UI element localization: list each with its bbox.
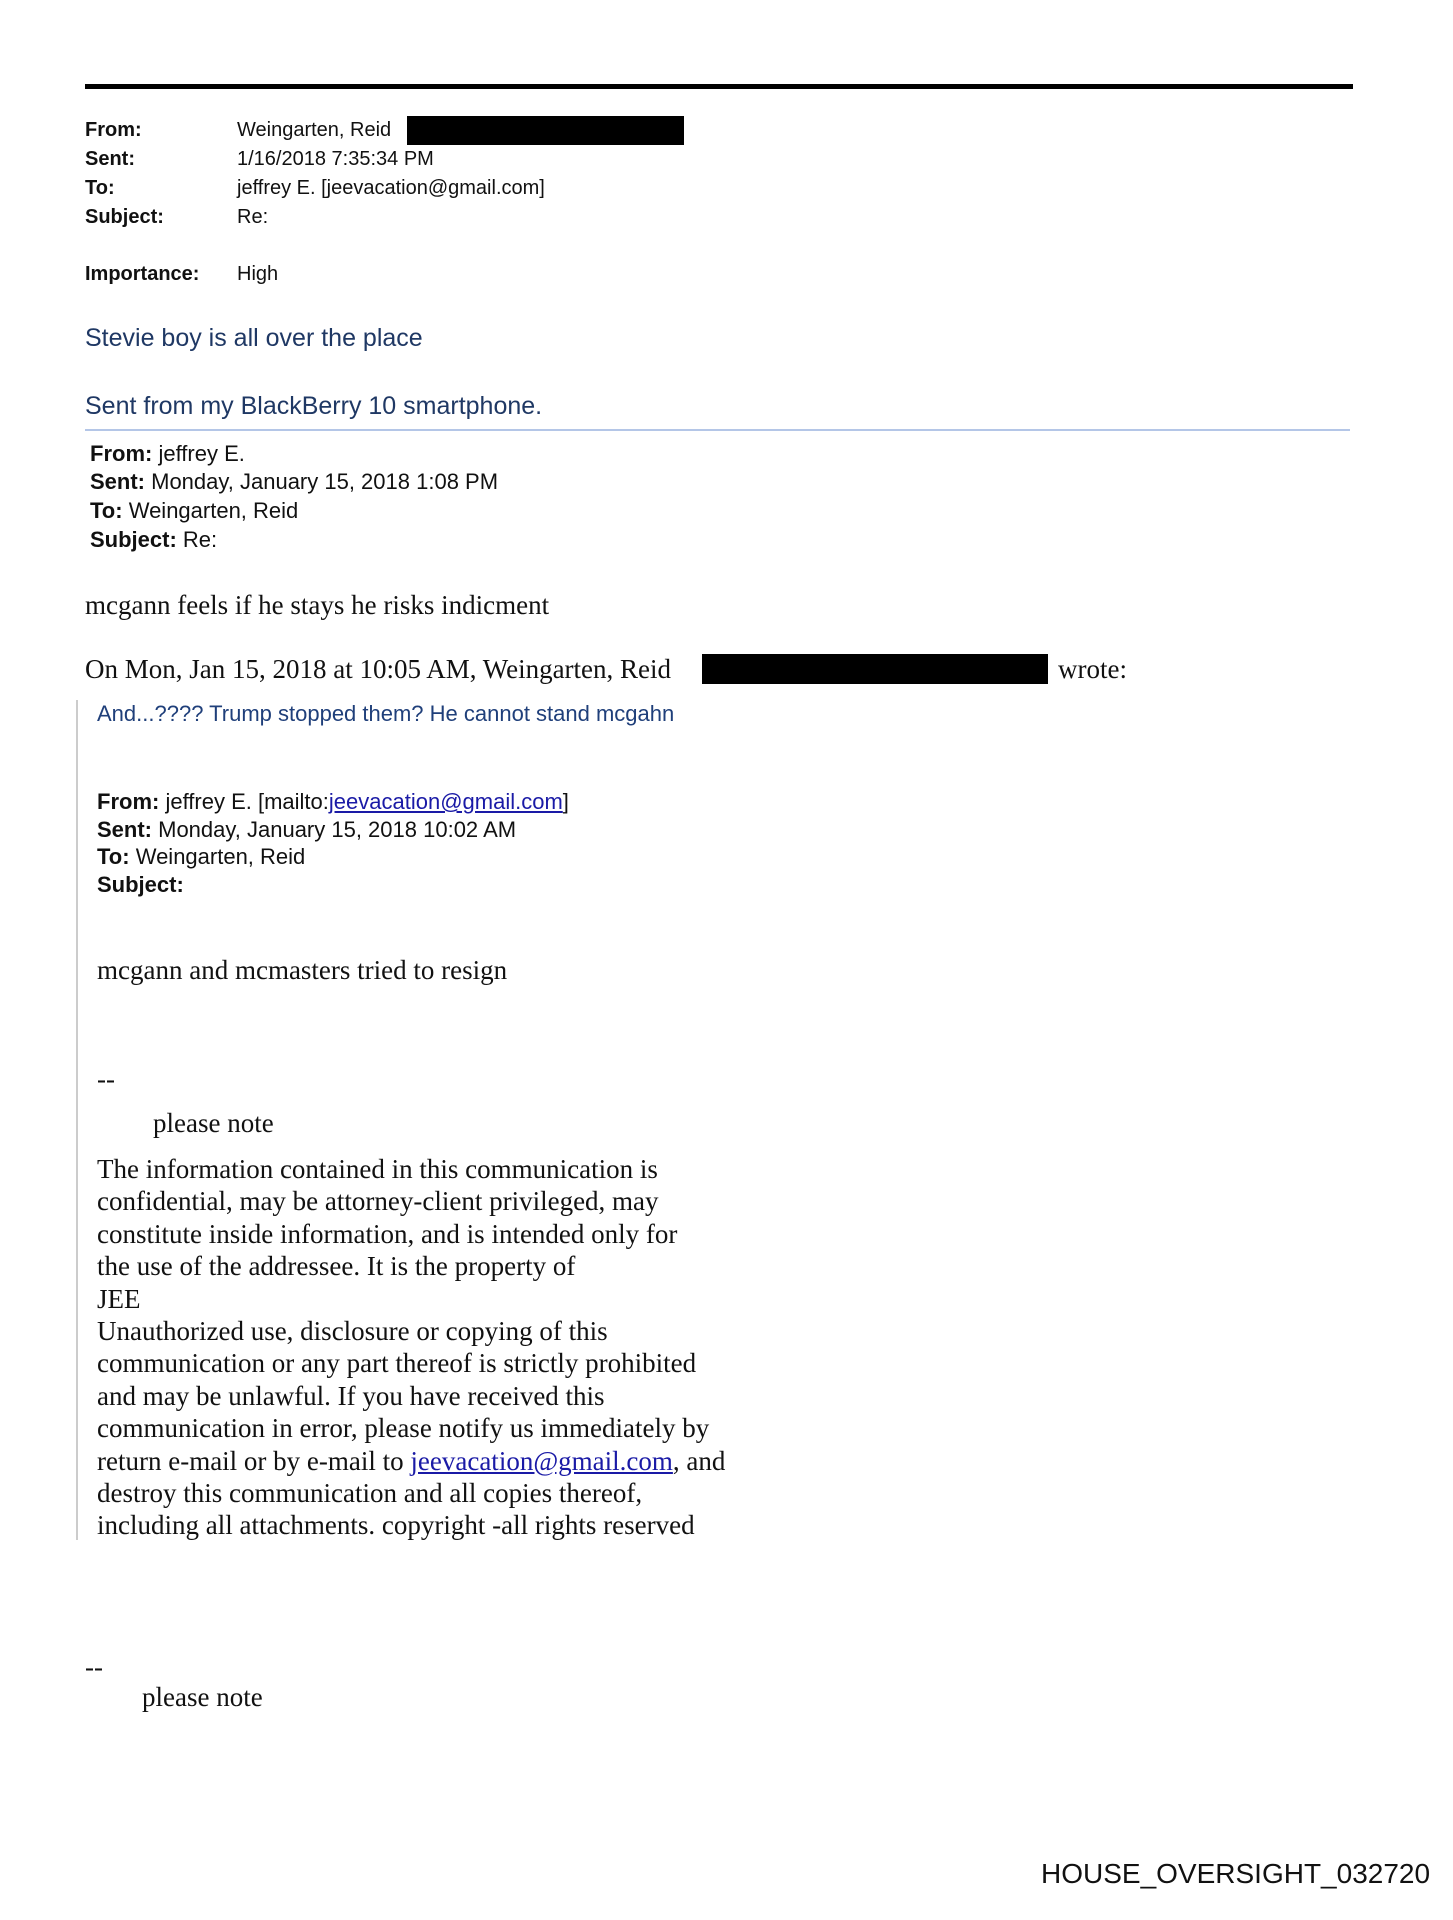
quoted-from	[97, 789, 569, 815]
disclaimer-line	[97, 1445, 725, 1477]
quoted-from-bracket: ]	[562, 789, 569, 814]
disclaimer-line: the use of the addressee. It is the property of	[97, 1251, 576, 1282]
reply1-to-label: To:	[90, 498, 123, 523]
from-value: Weingarten, Reid	[237, 119, 392, 141]
disclaimer-line: communication or any part thereof is strictly prohibited	[97, 1348, 697, 1379]
disclaimer-line: JEE	[97, 1283, 141, 1314]
separator-line	[85, 429, 1350, 431]
quoted-to-label: To:	[97, 844, 130, 869]
reply1-sent-value: Monday, January 15, 2018 1:08 PM	[151, 469, 499, 494]
quoted-subject-label: Subject:	[97, 872, 184, 897]
quoted-sent-value: Monday, January 15, 2018 10:02 AM	[158, 817, 517, 842]
quote-border	[76, 700, 78, 1540]
reply1-from	[90, 441, 245, 467]
reply1-sent-label: Sent:	[90, 469, 145, 494]
reply1-from-label: From:	[90, 441, 153, 466]
disclaimer-line: The information contained in this communication is	[97, 1154, 658, 1184]
sent-value: 1/16/2018 7:35:34 PM	[237, 148, 434, 170]
reply1-message: mcgann feels if he stays he risks indicment	[85, 590, 550, 620]
importance-label: Importance:	[85, 263, 200, 285]
outer-message: Stevie boy is all over the place	[85, 324, 423, 352]
disclaimer-email-link[interactable]: jeevacation@gmail.com	[410, 1445, 673, 1476]
disclaimer-line: and may be unlawful. If you have received this	[97, 1380, 605, 1411]
importance-value: High	[237, 263, 279, 285]
footer-please-note: please note	[142, 1682, 263, 1712]
bates-number: HOUSE_OVERSIGHT_032720	[1041, 1858, 1431, 1889]
quoted-message: And...???? Trump stopped them? He cannot stand mcgahn	[97, 701, 675, 726]
subject-value: Re:	[237, 206, 269, 228]
redaction-box	[407, 116, 684, 145]
disclaimer-line: confidential, may be attorney-client privileged, may	[97, 1186, 659, 1217]
disclaimer-line: Unauthorized use, disclosure or copying of this	[97, 1316, 608, 1347]
reply1-to-value: Weingarten, Reid	[128, 498, 299, 523]
reply1-from-value: jeffrey E.	[158, 441, 245, 466]
quoted-sig-dash: --	[97, 1064, 115, 1094]
quoted-from-value: jeffrey E. [mailto:	[165, 789, 329, 814]
reply1-subject	[90, 527, 217, 553]
quoted-subject	[97, 872, 184, 898]
quoted-body: mcgann and mcmasters tried to resign	[97, 955, 508, 985]
sent-label: Sent:	[85, 148, 135, 170]
reply1-attribution: On Mon, Jan 15, 2018 at 10:05 AM, Weingarten, Reid	[85, 654, 672, 684]
reply1-sent	[90, 469, 498, 495]
disclaimer-email-suffix: , and	[672, 1445, 726, 1476]
redaction-box	[702, 654, 1048, 684]
quoted-sent-label: Sent:	[97, 817, 152, 842]
quoted-please-note: please note	[153, 1108, 274, 1138]
disclaimer-line: destroy this communication and all copies thereof,	[97, 1478, 643, 1509]
reply1-subject-label: Subject:	[90, 527, 177, 552]
subject-label: Subject:	[85, 206, 164, 228]
disclaimer-email-prefix: return e-mail or by e-mail to	[97, 1445, 411, 1476]
quoted-to-value: Weingarten, Reid	[135, 844, 306, 869]
outer-signature: Sent from my BlackBerry 10 smartphone.	[85, 392, 543, 420]
reply1-attribution-suffix: wrote:	[1058, 654, 1127, 684]
quoted-sent	[97, 817, 516, 843]
reply1-to	[90, 498, 298, 524]
disclaimer-line: constitute inside information, and is intended only for	[97, 1218, 678, 1249]
quoted-to	[97, 844, 305, 870]
quoted-from-label: From:	[97, 789, 160, 814]
disclaimer	[97, 1153, 725, 1542]
disclaimer-line: communication in error, please notify us immediately by	[97, 1413, 710, 1444]
footer-sig-dash: --	[85, 1652, 103, 1682]
reply1-subject-value: Re:	[182, 527, 218, 552]
top-rule	[85, 84, 1353, 89]
from-label: From:	[85, 119, 142, 141]
disclaimer-line: including all attachments. copyright -all rights reserved	[97, 1510, 695, 1541]
quoted-from-email-link[interactable]: jeevacation@gmail.com	[328, 789, 563, 814]
to-value: jeffrey E. [jeevacation@gmail.com]	[237, 177, 545, 199]
to-label: To:	[85, 177, 115, 199]
